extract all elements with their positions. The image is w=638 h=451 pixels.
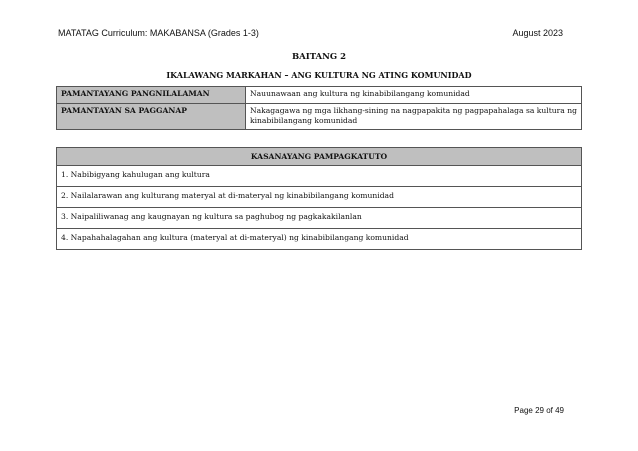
- document-header-date: August 2023: [512, 28, 563, 38]
- competency-item: 1. Nabibigyang kahulugan ang kultura: [57, 166, 582, 187]
- competency-item: 2. Nailalarawan ang kulturang materyal at di-materyal ng kinabibilangang komunidad: [57, 187, 582, 208]
- competency-item: 4. Napahahalagahan ang kultura (materyal at di-materyal) ng kinabibilangang komunidad: [57, 229, 582, 250]
- table-row: [57, 166, 582, 187]
- competencies-table: [56, 147, 582, 250]
- table-row: [57, 104, 582, 130]
- content-standard-label: PAMANTAYANG PANGNILALAMAN: [57, 87, 246, 104]
- table-row: [57, 187, 582, 208]
- page-number: Page 29 of 49: [514, 406, 564, 415]
- table-row: [57, 87, 582, 104]
- standards-table: [56, 86, 582, 130]
- table-header-row: [57, 148, 582, 166]
- performance-standard-label: PAMANTAYAN SA PAGGANAP: [57, 104, 246, 130]
- grade-heading: BAITANG 2: [291, 52, 347, 62]
- content-standard-value: Nauunawaan ang kultura ng kinabibilangang komunidad: [246, 87, 582, 104]
- document-header-title: MATATAG Curriculum: MAKABANSA (Grades 1-3): [58, 28, 259, 38]
- table-row: [57, 229, 582, 250]
- competencies-header: KASANAYANG PAMPAGKATUTO: [57, 148, 582, 166]
- performance-standard-value: Nakagagawa ng mga likhang-sining na nagpapakita ng pagpapahalaga sa kultura ng kinabibilangang komunidad: [246, 104, 582, 130]
- quarter-heading: IKALAWANG MARKAHAN – ANG KULTURA NG ATING KOMUNIDAD: [166, 70, 472, 80]
- table-row: [57, 208, 582, 229]
- competency-item: 3. Naipaliliwanag ang kaugnayan ng kultura sa paghubog ng pagkakakilanlan: [57, 208, 582, 229]
